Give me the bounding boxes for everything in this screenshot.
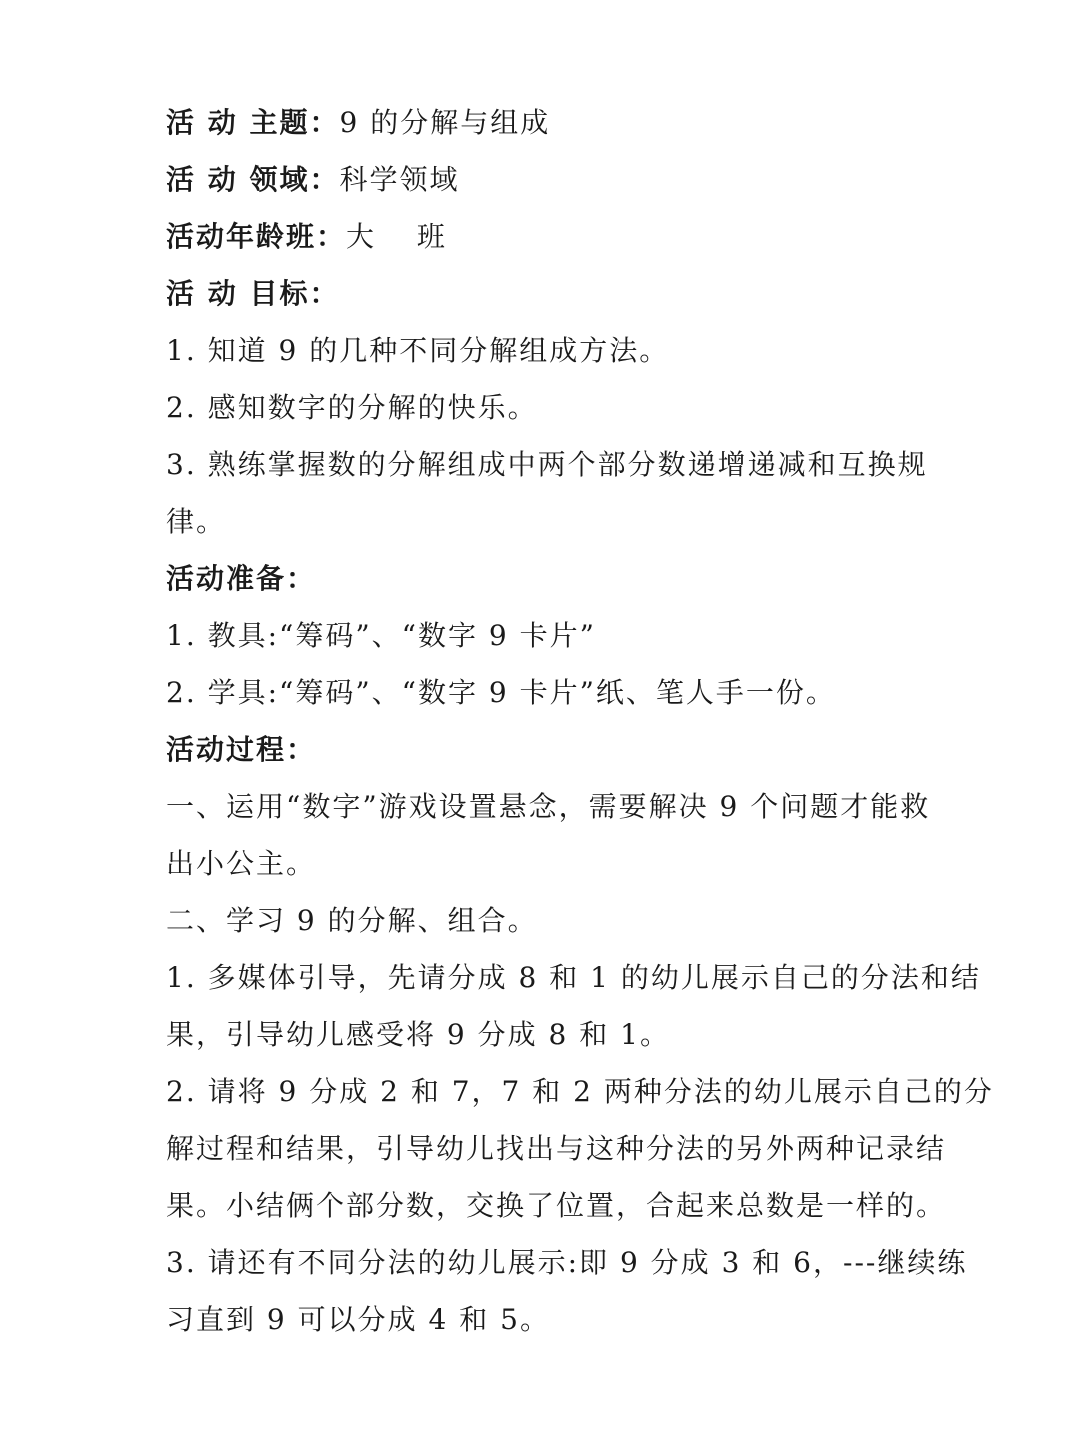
- topic-line: [166, 94, 926, 151]
- topic-label: 活 动 主题：: [166, 106, 340, 139]
- age-class-line: [166, 208, 926, 265]
- prep-item: 1. 教具:“筹码”、“数字 9 卡片”: [166, 619, 596, 652]
- domain-line: [166, 151, 926, 208]
- goal-item: 3. 熟练掌握数的分解组成中两个部分数递增递减和互换规: [166, 448, 928, 481]
- process-line: 果。小结俩个部分数，交换了位置，合起来总数是一样的。: [166, 1189, 947, 1222]
- process-heading: 活动过程：: [166, 733, 317, 766]
- prep-heading: 活动准备：: [166, 562, 317, 595]
- goal-item: 1. 知道 9 的几种不同分解组成方法。: [166, 334, 670, 367]
- age-class-value: 大 班: [346, 220, 447, 253]
- domain-value: 科学领域: [339, 163, 460, 196]
- process-line: 一、运用“数字”游戏设置悬念，需要解决 9 个问题才能救: [166, 790, 931, 823]
- process-line: 3. 请还有不同分法的幼儿展示:即 9 分成 3 和 6，---继续练: [166, 1246, 968, 1279]
- process-line: 出小公主。: [166, 847, 317, 880]
- age-class-label: 活动年龄班：: [166, 220, 347, 253]
- process-line: 果，引导幼儿感受将 9 分成 8 和 1。: [166, 1018, 670, 1051]
- process-line: 解过程和结果，引导幼儿找出与这种分法的另外两种记录结: [166, 1132, 947, 1165]
- process-line: 二、学习 9 的分解、组合。: [166, 904, 538, 937]
- process-line: 2. 请将 9 分成 2 和 7，7 和 2 两种分法的幼儿展示自己的分: [166, 1075, 994, 1108]
- goal-item: 2. 感知数字的分解的快乐。: [166, 391, 538, 424]
- goal-item-continuation: 律。: [166, 505, 227, 538]
- process-line: 1. 多媒体引导，先请分成 8 和 1 的幼儿展示自己的分法和结: [166, 961, 981, 994]
- topic-value: 9 的分解与组成: [339, 106, 551, 139]
- process-line: 习直到 9 可以分成 4 和 5。: [166, 1303, 550, 1336]
- document-page: [166, 94, 994, 1348]
- goals-heading: [166, 265, 926, 322]
- goals-label: 活 动 目标：: [166, 277, 340, 310]
- prep-item: 2. 学具:“筹码”、“数字 9 卡片”纸、笔人手一份。: [166, 676, 836, 709]
- domain-label: 活 动 领域：: [166, 163, 340, 196]
